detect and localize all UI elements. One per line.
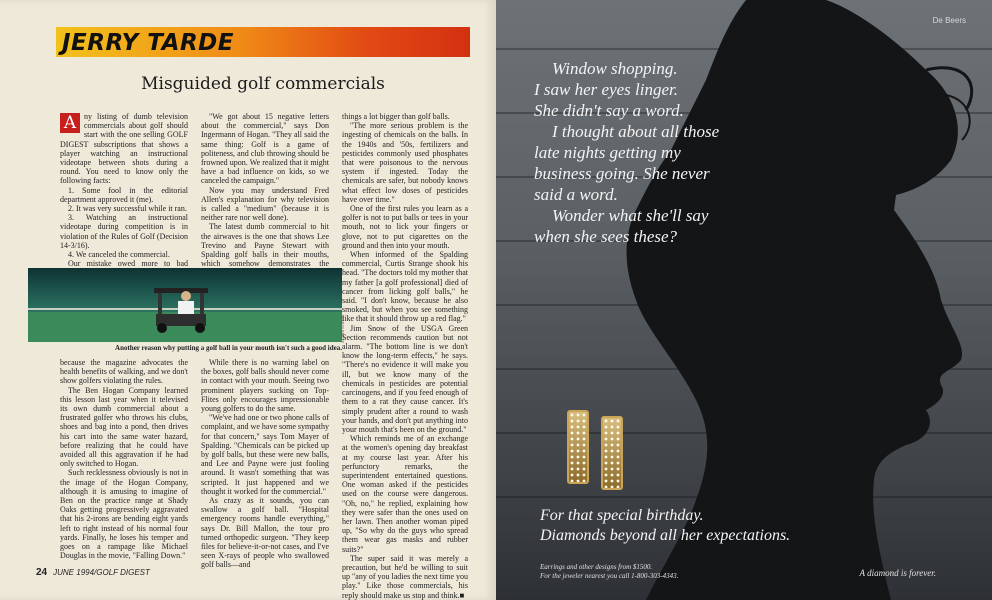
ad-tagline xyxy=(540,506,790,546)
paragraph: When informed of the Spalding commercial, Curtis Strange shook his head. "The doctors told my mother that my father [a golf professional] died of cancer from licking golf balls," he said. "I don't know, because he also smoked, but when you see something like that it should throw up a red flag." xyxy=(342,250,468,324)
fineprint-line: Earrings and other designs from $1500. xyxy=(540,563,653,571)
page-folio xyxy=(36,567,150,578)
paragraph: "We got about 15 negative letters about the commercial," says Don Ingermann of Hogan. "They all said the same thing: Golf is a game of politeness, and club throwing should be frowned upon. We realized that it might have a bad influence on kids, so we canceled the campaign." xyxy=(201,112,329,186)
paragraph: 4. We canceled the commercial. xyxy=(68,250,170,260)
column-2-lower xyxy=(201,358,329,570)
fineprint-line: For the jeweler nearest you call 1-800-303-4343. xyxy=(540,572,679,580)
photo-credit: SIMON BRUTY xyxy=(340,316,345,344)
paragraph: things a lot bigger than golf balls. xyxy=(342,112,450,121)
paragraph: One of the first rules you learn as a golfer is not to put balls or tees in your mouth, not to lick your fingers or glove, not to put cigarettes on the ground and then into your mouth. xyxy=(342,204,468,250)
brand-slogan: A diamond is forever. xyxy=(859,568,936,578)
brand-name: De Beers xyxy=(932,16,966,25)
advertisement-page xyxy=(496,0,992,600)
paragraph: Such recklessness obviously is not in the image of the Hogan Company, although it is amusing to imagine of Ben on the practice range at Shady Oaks getting progressively aggravated that his 2-irons are bending eight yards left to right instead of his normal four yards. Finally, he loses his temper and goes on a rampage like Michael Douglas in the movie, "Falling Down." xyxy=(60,468,188,561)
ad-fineprint xyxy=(540,563,678,581)
paragraph: 1. Some fool in the editorial department approved it (me). xyxy=(60,185,188,204)
column-2-upper xyxy=(201,112,329,278)
paragraph: Which reminds me of an exchange at the women's opening day breakfast at my course last year. After his perfunctory remarks, the superintendent entertained questions. One woman asked if the pesticides used on the course were dangerous. "Oh, no," he replied, explaining how they were safer than the ones used on her lawn. Then another woman piped up, "So why do the guys who spread them wear gas masks and rubber suits?" xyxy=(342,434,468,554)
column-1-lower xyxy=(60,358,188,560)
poem-line: when she sees these? xyxy=(534,227,678,246)
paragraph: Jim Snow of the USGA Green Section recommends caution but not alarm. "The bottom line is we don't know the long-term effects," he says. "There's no evidence it will make you ill, but we know many of the chemicals in pesticides are potential carcinogens, and if you feed enough of them to a rat they cause cancer. It's simply prudent after a round to wash your hands, and don't put anything into your mouth that's been on the ground." xyxy=(342,323,468,434)
photo-caption: Another reason why putting a golf ball in your mouth isn't such a good idea. xyxy=(115,344,342,352)
paragraph: Now you may understand Fred Allen's explanation for why television is called a "medium" (because it is neither rare nor well done). xyxy=(201,185,329,223)
paragraph: 3. Watching an instructional videotape during competition is in violation of the Rules of Golf (Decision 14-3/16). xyxy=(60,213,188,250)
drop-cap: A xyxy=(60,113,80,133)
paragraph: "We've had one or two phone calls of complaint, and we have some sympathy for that concern," says Tom Mayer of Spalding. "Chemicals can be picked up by golf balls, but these were new balls, and Lee and Payne were just fooling around. It wasn't something that was scripted. It just happened and we thought it worked for the commercial." xyxy=(201,413,329,496)
issue-line: JUNE 1994/GOLF DIGEST xyxy=(53,568,150,577)
columnist-name: JERRY TARDE xyxy=(62,30,234,56)
paragraph: While there is no warning label on the boxes, golf balls should never come in contact with your mouth. Seeing two prominent players sucking on Top-Flites only encourages impressionable young golfers to do the same. xyxy=(201,358,329,414)
tagline-line: For that special birthday. xyxy=(540,507,704,524)
poem-line: Wonder what she'll say xyxy=(552,206,709,225)
paragraph: The Ben Hogan Company learned this lesson last year when it televised its own dumb commercial about a frustrated golfer who throws his clubs, shoes and bag into a pond, then drives his cart into the same water hazard, before realizing that he could have avoided all this aggravation if he had only switched to Hogan. xyxy=(60,385,188,469)
poem-line: Window shopping. xyxy=(552,59,678,78)
article-title: Misguided golf commercials xyxy=(141,74,385,94)
diamond-earring xyxy=(567,410,589,484)
poem-line: business going. She never xyxy=(534,164,710,183)
paragraph: because the magazine advocates the health benefits of walking, and we don't show golfers violating the rules. xyxy=(60,358,188,386)
lead-paragraph: ny listing of dumb television commercials about golf should start with the one selling GOLF DIGEST subscriptions that shows a player watching an instructional videotape between shots during a round. You need to know only the following facts: xyxy=(60,112,188,186)
poem-line: late nights getting my xyxy=(534,143,681,162)
column-3 xyxy=(342,112,468,600)
poem-line: She didn't say a word. xyxy=(534,101,684,120)
paragraph: The super said it was merely a precaution, but he'd be willing to suit up "any of you ladies the next time you play." Like those commercials, his reply should make us stop and think.■ xyxy=(342,553,468,600)
paragraph: Our mistake owed more to bad xyxy=(68,259,188,269)
paragraph: As crazy as it sounds, you can swallow a golf ball. "Hospital emergency rooms handle everything," says Dr. Bill Mallon, the tour pro turned orthopedic surgeon. "They keep files for believe-it-or-not cases, and I've seen X-rays of people who swallowed golf balls—and xyxy=(201,496,329,570)
paragraph: 2. It was very successful while it ran. xyxy=(68,204,187,214)
ad-poem xyxy=(534,58,719,247)
page-number: 24 xyxy=(36,567,48,578)
golf-cart-illustration xyxy=(148,274,214,334)
golf-cart-photo xyxy=(28,268,342,342)
poem-line: I thought about all those xyxy=(552,122,720,141)
diamond-earring xyxy=(601,416,623,490)
paragraph: The latest dumb commercial to hit the airwaves is the one that shows Lee Trevino and Payne Stewart with Spalding golf balls in their mouths, which somehow demonstrates the xyxy=(201,222,329,269)
tagline-line: Diamonds beyond all her expectations. xyxy=(540,527,791,544)
poem-line: I saw her eyes linger. xyxy=(534,80,679,99)
paragraph: "The more serious problem is the ingesting of chemicals on the balls. In the 1940s and '50s, fertilizers and pesticides commonly used phosphates that were poisonous to the nervous system if ingested. Today the chemicals are safer, but nobody knows what effect low doses of pesticides have over time." xyxy=(342,121,468,204)
poem-line: said a word. xyxy=(534,185,618,204)
